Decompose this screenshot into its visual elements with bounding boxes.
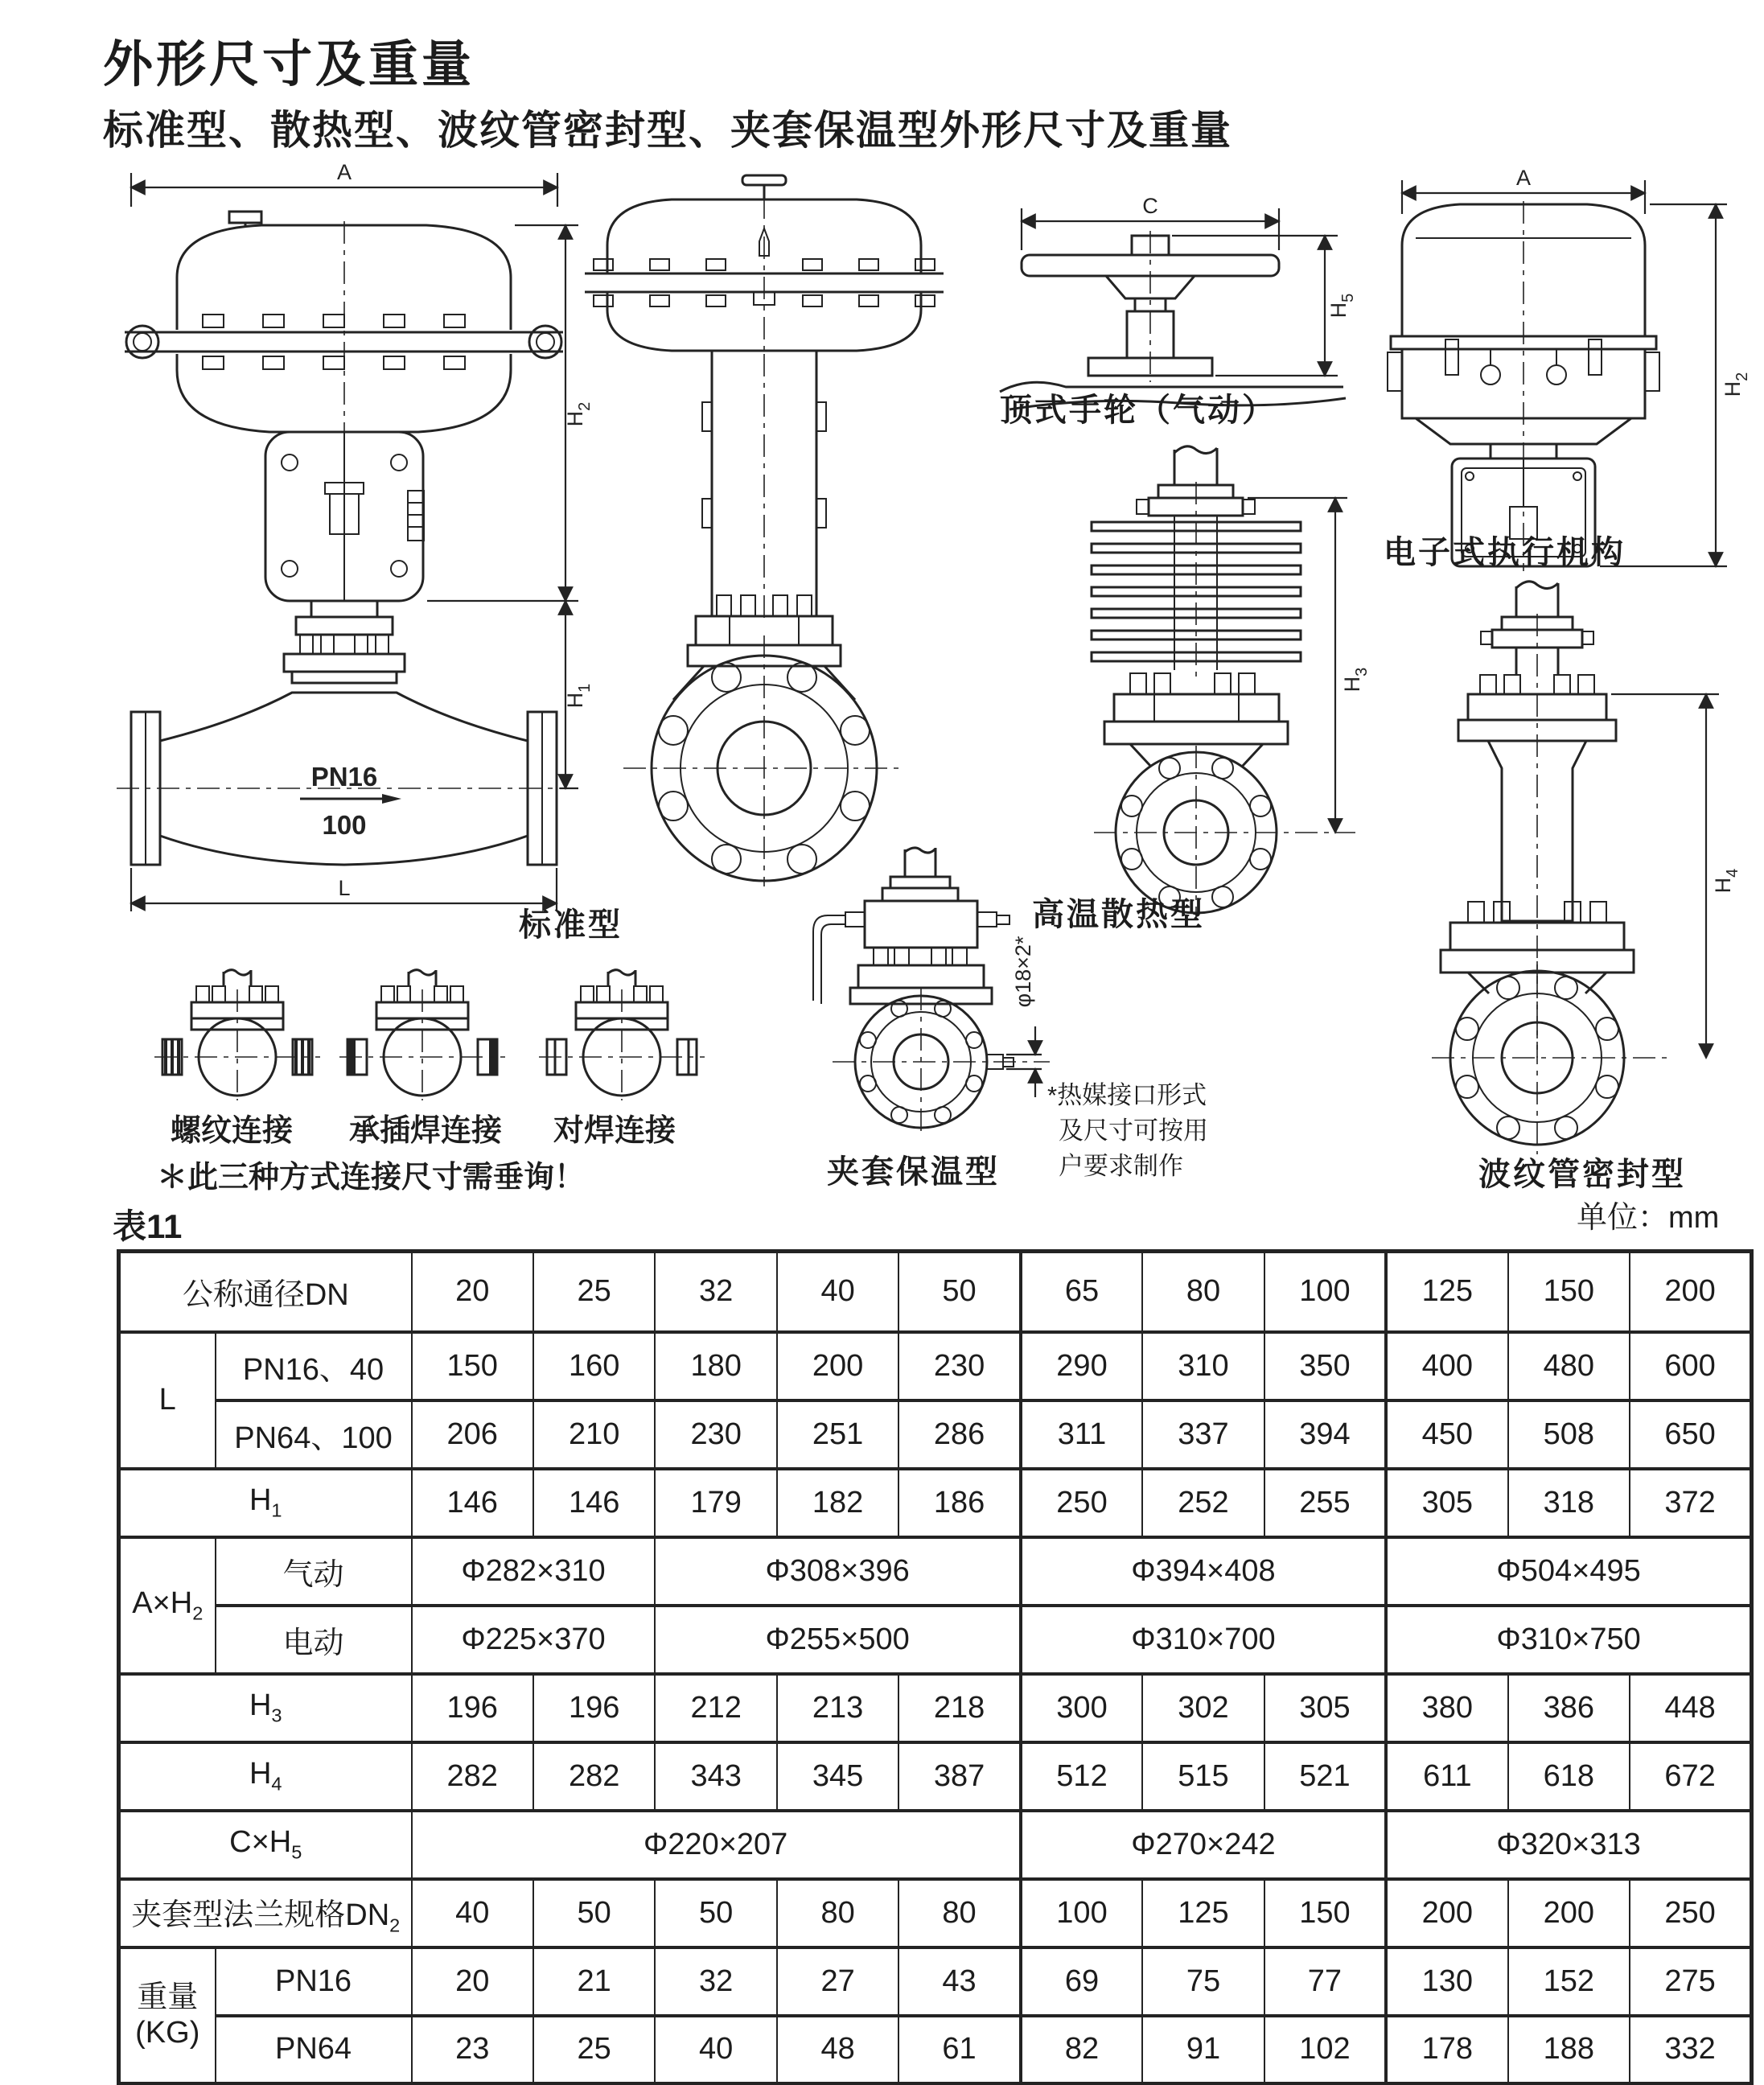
- jacket-footnote-line: 户要求制作: [1059, 1152, 1183, 1180]
- table-cell: Φ282×310: [412, 1537, 656, 1606]
- table-cell: Φ270×242: [1021, 1811, 1386, 1879]
- table-cell: 311: [1021, 1400, 1142, 1469]
- table-cell: 400: [1386, 1332, 1507, 1400]
- standard-type-label: 标准型: [519, 907, 623, 943]
- handwheel-label: 顶式手轮（气动）: [1000, 393, 1277, 428]
- jacket-footnote: [1047, 1078, 1208, 1184]
- table-cell: 27: [777, 1947, 898, 2016]
- table-cell: 150: [412, 1332, 533, 1400]
- table-cell: 196: [533, 1674, 655, 1742]
- table-cell: 337: [1142, 1400, 1264, 1469]
- table-cell: 318: [1508, 1469, 1630, 1537]
- table-cell: 230: [898, 1332, 1020, 1400]
- row-sublabel: PN16: [216, 1947, 412, 2016]
- table-cell: 521: [1264, 1742, 1386, 1811]
- table-cell: 300: [1021, 1674, 1142, 1742]
- table-cell: 40: [655, 2016, 776, 2084]
- table-cell: 343: [655, 1742, 776, 1811]
- table-cell: 150: [1508, 1252, 1630, 1332]
- table-cell: 43: [898, 1947, 1020, 2016]
- table-cell: 75: [1142, 1947, 1264, 2016]
- table-cell: 50: [898, 1252, 1020, 1332]
- table-cell: 100: [1021, 1879, 1142, 1947]
- table-cell: 372: [1630, 1469, 1751, 1537]
- table-cell: 650: [1630, 1400, 1751, 1469]
- jacket-footnote-line: *热媒接口形式: [1047, 1081, 1207, 1109]
- dim-h2-label: $H_2$: [563, 401, 594, 427]
- electronic-actuator-drawing: [1355, 166, 1764, 575]
- heatsink-type-label: 高温散热型: [1032, 897, 1205, 932]
- row-sublabel: PN64: [216, 2016, 412, 2084]
- dim-h5-label: $H_5$: [1326, 293, 1357, 319]
- table-cell: 302: [1142, 1674, 1264, 1742]
- table-row: [119, 1332, 1752, 1400]
- table-cell: 618: [1508, 1742, 1630, 1811]
- table-cell: 77: [1264, 1947, 1386, 2016]
- table-cell: 345: [777, 1742, 898, 1811]
- bellows-valve-drawing: [1323, 575, 1764, 1166]
- table-cell: 255: [1264, 1469, 1386, 1537]
- table-row: [119, 1400, 1752, 1469]
- table-cell: 65: [1021, 1252, 1142, 1332]
- table-cell: 152: [1508, 1947, 1630, 2016]
- row-label: 公称通径DN: [119, 1252, 412, 1332]
- table-cell: 146: [412, 1469, 533, 1537]
- table-row: [119, 1674, 1752, 1742]
- table-cell: 252: [1142, 1469, 1264, 1537]
- table-row: [119, 1252, 1752, 1332]
- row-label: $H_4$: [119, 1742, 412, 1811]
- row-label: L: [119, 1332, 216, 1469]
- table-cell: 61: [898, 2016, 1020, 2084]
- table-cell: 91: [1142, 2016, 1264, 2084]
- table-row: [119, 1947, 1752, 2016]
- table-cell: 50: [655, 1879, 776, 1947]
- table-cell: 290: [1021, 1332, 1142, 1400]
- table-cell: 160: [533, 1332, 655, 1400]
- row-label: $C\times H_5$: [119, 1811, 412, 1879]
- table-cell: 672: [1630, 1742, 1751, 1811]
- row-sublabel: PN16、40: [216, 1332, 412, 1400]
- dim-a2-label: A: [1515, 166, 1532, 190]
- dim-h2b-label: $H_2$: [1721, 372, 1751, 397]
- table-cell: Φ255×500: [655, 1606, 1020, 1674]
- jacket-pipe-dim: φ18×2*: [1011, 936, 1035, 1008]
- row-label: $A\times H_2$: [119, 1537, 216, 1674]
- table-row: [119, 1879, 1752, 1947]
- table-cell: 40: [412, 1879, 533, 1947]
- table-cell: 611: [1386, 1742, 1507, 1811]
- dim-h3-label: $H_3$: [1340, 667, 1371, 693]
- table-row: [119, 1811, 1752, 1879]
- table-cell: 386: [1508, 1674, 1630, 1742]
- table-cell: 515: [1142, 1742, 1264, 1811]
- handwheel-drawing: [985, 189, 1388, 413]
- socket-weld-connection-drawing: [338, 965, 507, 1104]
- table-cell: 50: [533, 1879, 655, 1947]
- table-cell: 180: [655, 1332, 776, 1400]
- row-sublabel: PN64、100: [216, 1400, 412, 1469]
- table-cell: 102: [1264, 2016, 1386, 2084]
- table-cell: Φ310×750: [1386, 1606, 1751, 1674]
- table-cell: 206: [412, 1400, 533, 1469]
- table-cell: 25: [533, 2016, 655, 2084]
- table-cell: 80: [777, 1879, 898, 1947]
- dim-a-label: A: [336, 160, 352, 184]
- row-sublabel: 气动: [216, 1537, 412, 1606]
- table-cell: Φ310×700: [1021, 1606, 1386, 1674]
- table-cell: 25: [533, 1252, 655, 1332]
- table-cell: 200: [1630, 1252, 1751, 1332]
- table-caption: 表11: [113, 1207, 183, 1245]
- table-cell: 188: [1508, 2016, 1630, 2084]
- bellows-type-label: 波纹管密封型: [1478, 1157, 1686, 1192]
- table-cell: 213: [777, 1674, 898, 1742]
- table-cell: 512: [1021, 1742, 1142, 1811]
- table-cell: 182: [777, 1469, 898, 1537]
- body-mark-pn: PN16: [310, 762, 378, 792]
- table-cell: 200: [1386, 1879, 1507, 1947]
- row-label: $H_3$: [119, 1674, 412, 1742]
- dim-l-label: L: [338, 876, 351, 900]
- table-unit-label: 单位：mm: [1577, 1201, 1720, 1235]
- table-cell: 21: [533, 1947, 655, 2016]
- table-cell: 48: [777, 2016, 898, 2084]
- valve-front-view-drawing: [575, 161, 953, 889]
- table-cell: 305: [1386, 1469, 1507, 1537]
- table-cell: 218: [898, 1674, 1020, 1742]
- table-cell: 448: [1630, 1674, 1751, 1742]
- table-cell: 200: [777, 1332, 898, 1400]
- table-cell: 230: [655, 1400, 776, 1469]
- socket-weld-connection-label: 承插焊连接: [349, 1114, 503, 1148]
- table-row: [119, 1469, 1752, 1537]
- table-cell: 130: [1386, 1947, 1507, 2016]
- table-row: [119, 2016, 1752, 2084]
- table-cell: 508: [1508, 1400, 1630, 1469]
- table-cell: 332: [1630, 2016, 1751, 2084]
- table-cell: Φ394×408: [1021, 1537, 1386, 1606]
- butt-weld-connection-label: 对焊连接: [553, 1114, 676, 1148]
- table-row: [119, 1742, 1752, 1811]
- standard-valve-drawing: [101, 149, 594, 925]
- row-label: 夹套型法兰规格$DN_2$: [119, 1879, 412, 1947]
- table-cell: 480: [1508, 1332, 1630, 1400]
- table-cell: 250: [1021, 1469, 1142, 1537]
- table-row: [119, 1606, 1752, 1674]
- jacket-valve-drawing: [784, 843, 1062, 1142]
- table-cell: 600: [1630, 1332, 1751, 1400]
- table-cell: 32: [655, 1252, 776, 1332]
- table-cell: 282: [533, 1742, 655, 1811]
- table-cell: 82: [1021, 2016, 1142, 2084]
- table-cell: 179: [655, 1469, 776, 1537]
- butt-weld-connection-drawing: [537, 965, 706, 1104]
- table-cell: 450: [1386, 1400, 1507, 1469]
- table-cell: 125: [1142, 1879, 1264, 1947]
- table-cell: 200: [1508, 1879, 1630, 1947]
- table-cell: Φ220×207: [412, 1811, 1021, 1879]
- table-cell: 40: [777, 1252, 898, 1332]
- dim-h4-label: $H_4$: [1711, 868, 1741, 894]
- table-cell: 212: [655, 1674, 776, 1742]
- row-sublabel: 电动: [216, 1606, 412, 1674]
- table-cell: Φ320×313: [1386, 1811, 1751, 1879]
- table-cell: 146: [533, 1469, 655, 1537]
- table-cell: 387: [898, 1742, 1020, 1811]
- row-label: $H_1$: [119, 1469, 412, 1537]
- table-cell: 80: [898, 1879, 1020, 1947]
- table-cell: 69: [1021, 1947, 1142, 2016]
- table-cell: 20: [412, 1252, 533, 1332]
- table-cell: 251: [777, 1400, 898, 1469]
- table-cell: 186: [898, 1469, 1020, 1537]
- table-cell: 125: [1386, 1252, 1507, 1332]
- table-cell: 20: [412, 1947, 533, 2016]
- table-cell: 394: [1264, 1400, 1386, 1469]
- jacket-footnote-line: 及尺寸可按用: [1059, 1117, 1208, 1145]
- page-subtitle: 标准型、散热型、波纹管密封型、夹套保温型外形尺寸及重量: [103, 108, 1232, 153]
- threaded-connection-drawing: [153, 965, 322, 1104]
- table-cell: 178: [1386, 2016, 1507, 2084]
- table-cell: Φ225×370: [412, 1606, 656, 1674]
- table-cell: 23: [412, 2016, 533, 2084]
- dim-c-label: C: [1142, 194, 1158, 218]
- table-cell: 100: [1264, 1252, 1386, 1332]
- table-cell: 282: [412, 1742, 533, 1811]
- dim-h1-label: $H_1$: [563, 683, 594, 709]
- table-cell: 310: [1142, 1332, 1264, 1400]
- jacket-type-label: 夹套保温型: [827, 1154, 1000, 1190]
- table-cell: 250: [1630, 1879, 1751, 1947]
- body-mark-dn: 100: [322, 810, 367, 840]
- connection-note: ＊此三种方式连接尺寸需垂询！: [157, 1161, 586, 1195]
- row-label: 重量 (KG): [119, 1947, 216, 2084]
- table-cell: 350: [1264, 1332, 1386, 1400]
- table-cell: 196: [412, 1674, 533, 1742]
- threaded-connection-label: 螺纹连接: [171, 1114, 294, 1148]
- dimension-table: [117, 1249, 1754, 2085]
- table-cell: 286: [898, 1400, 1020, 1469]
- table-cell: Φ308×396: [655, 1537, 1020, 1606]
- page-title: 外形尺寸及重量: [103, 37, 475, 93]
- table-cell: 150: [1264, 1879, 1386, 1947]
- table-cell: 305: [1264, 1674, 1386, 1742]
- electronic-actuator-label: 电子式执行机构: [1384, 535, 1626, 570]
- table-cell: 380: [1386, 1674, 1507, 1742]
- table-row: [119, 1537, 1752, 1606]
- table-cell: 80: [1142, 1252, 1264, 1332]
- table-cell: 210: [533, 1400, 655, 1469]
- table-cell: 275: [1630, 1947, 1751, 2016]
- table-cell: Φ504×495: [1386, 1537, 1751, 1606]
- table-cell: 32: [655, 1947, 776, 2016]
